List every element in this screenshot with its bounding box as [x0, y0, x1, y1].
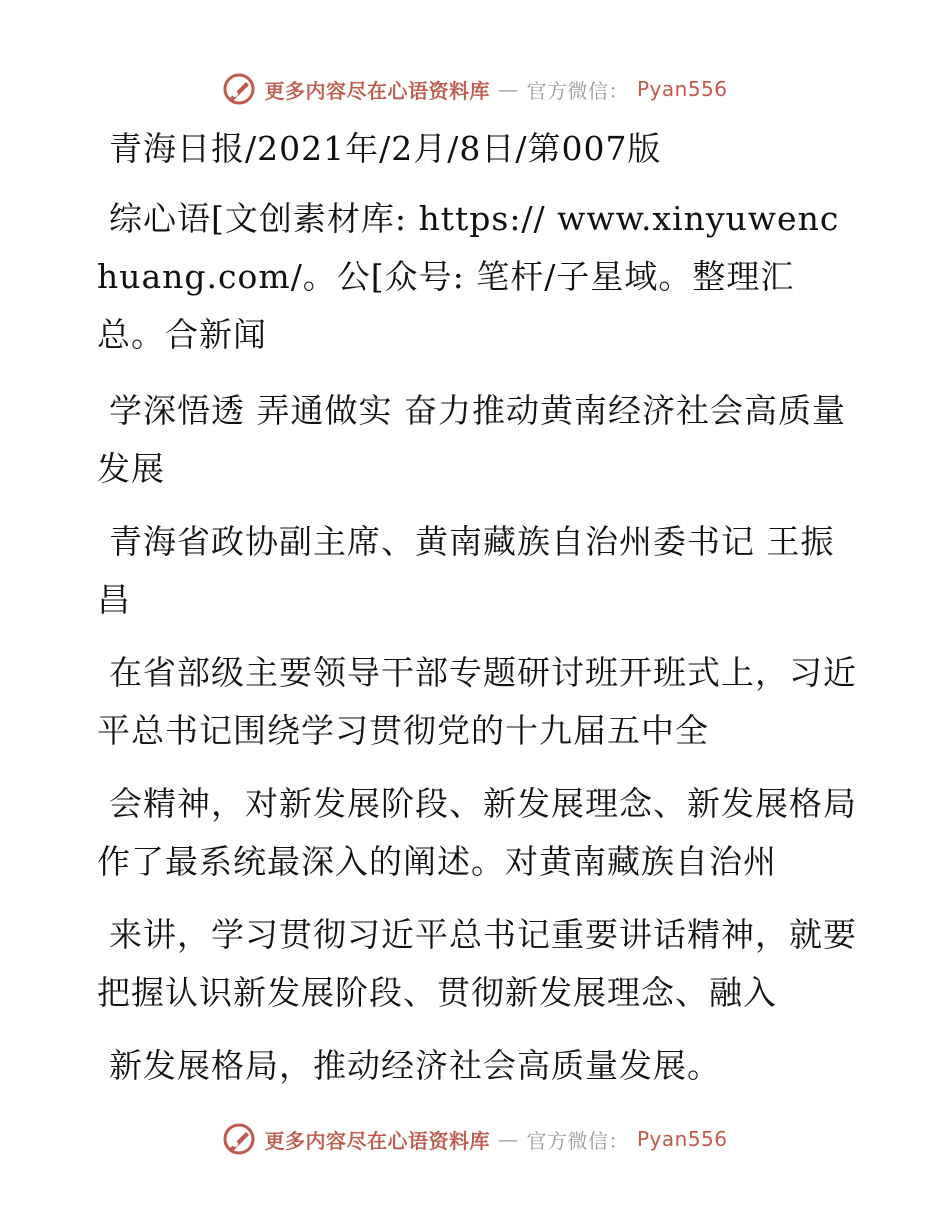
- header-watermark: [0, 72, 950, 106]
- watermark-dash: —: [497, 77, 519, 101]
- watermark-id: Pyan556: [636, 77, 728, 101]
- watermark-side-text: 官方微信：: [526, 78, 629, 103]
- brush-logo-icon: [222, 72, 256, 106]
- source-note: 综心语[文创素材库: https:// www.xinyuwenchuang.com/。公[众号: 笔杆/子星域。整理汇总。合新闻: [97, 199, 840, 354]
- footer-watermark: [0, 1122, 950, 1156]
- watermark-main-text: 更多内容尽在心语资料库: [264, 78, 490, 103]
- paragraph: 来讲，学习贯彻习近平总书记重要讲话精神，就要把握认识新发展阶段、贯彻新发展理念、融入: [97, 915, 857, 1012]
- paragraph: 在省部级主要领导干部专题研讨班开班式上，习近平总书记围绕学习贯彻党的十九届五中全: [97, 653, 857, 750]
- article-body: [97, 120, 857, 1110]
- article-author: 青海省政协副主席、黄南藏族自治州委书记 王振昌: [97, 522, 835, 619]
- watermark-dash: —: [497, 1127, 519, 1151]
- dateline: 青海日报/2021年/2月/8日/第007版: [109, 129, 662, 168]
- watermark-main-text: 更多内容尽在心语资料库: [264, 1128, 490, 1153]
- article-title: 学深悟透 弄通做实 奋力推动黄南经济社会高质量发展: [97, 391, 846, 488]
- brush-logo-icon: [222, 1122, 256, 1156]
- paragraph: 会精神，对新发展阶段、新发展理念、新发展格局作了最系统最深入的阐述。对黄南藏族自治州: [97, 784, 857, 881]
- watermark-side-text: 官方微信：: [526, 1128, 629, 1153]
- paragraph: 新发展格局，推动经济社会高质量发展。: [109, 1046, 721, 1085]
- watermark-id: Pyan556: [636, 1127, 728, 1151]
